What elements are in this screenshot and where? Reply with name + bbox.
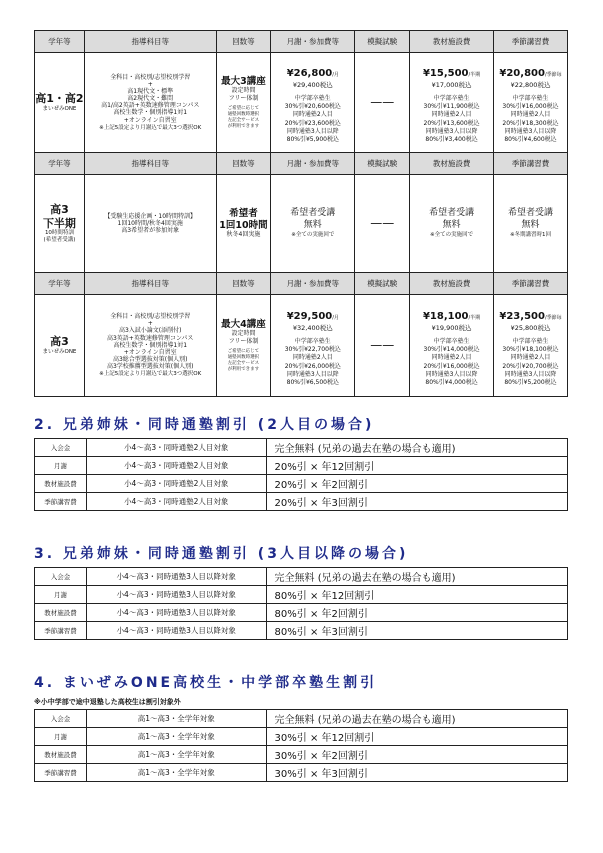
- wish-note: ※冬期講習時1回: [509, 231, 552, 238]
- subject-line: 高3入試小論文(添削付): [118, 327, 182, 335]
- table-header-row: [35, 273, 568, 295]
- header-exam: 模擬試験: [355, 273, 410, 295]
- discount-line: 同時通塾2人目: [292, 354, 333, 362]
- row-label: 月謝: [35, 728, 87, 746]
- row-value: 80%引 × 年3回割引: [266, 622, 567, 640]
- subject-line: 全科目・高校別/志望校別学習: [110, 73, 191, 81]
- row-label: 季節講習費: [35, 622, 87, 640]
- table-row: [35, 764, 568, 782]
- count-cell: [216, 53, 271, 153]
- count-main: 最大3講座: [221, 75, 266, 87]
- subjects-cell: [84, 295, 216, 397]
- header-material: 教材施設費: [410, 31, 494, 53]
- subject-note: ※上記5設定より月謝込で最大3つ選択OK: [99, 124, 202, 131]
- grade-label: 高1・高2: [35, 92, 84, 106]
- table-row: [35, 622, 568, 640]
- row-target: 高1〜高3・全学年対象: [86, 728, 266, 746]
- row-value: 完全無料 (兄弟の過去在塾の場合も適用): [266, 568, 567, 586]
- row-value: 80%引 × 年2回割引: [266, 604, 567, 622]
- count-cell: [216, 175, 271, 273]
- discount-line: 20%引¥13,600税込: [423, 119, 480, 127]
- count-main: 1回10時間: [219, 219, 268, 231]
- material-price: ¥15,500: [422, 68, 469, 80]
- subjects-cell: [84, 175, 216, 273]
- row-label: 月謝: [35, 586, 87, 604]
- header-monthly: 月謝・参加費等: [271, 273, 355, 295]
- row-value: 20%引 × 年2回割引: [266, 475, 567, 493]
- discount-line: 同時通塾2人目: [292, 111, 333, 119]
- count-sub: 設定時間: [231, 87, 256, 94]
- row-target: 小4〜高3・同時通塾2人目対象: [86, 493, 266, 511]
- header-grade: 学年等: [35, 31, 85, 53]
- discount-line: 80%引¥5,200税込: [504, 378, 557, 386]
- discount-line: 同時通塾3人目以降: [425, 370, 478, 378]
- discount-line: 20%引¥23,600税込: [284, 119, 341, 127]
- season-unit: /季節毎: [544, 315, 562, 322]
- row-value: 30%引 × 年3回割引: [266, 764, 567, 782]
- subject-line: 高1現代文・標準: [127, 87, 174, 95]
- row-label: 季節講習費: [35, 493, 87, 511]
- row-value: 完全無料 (兄弟の過去在塾の場合も適用): [266, 439, 567, 457]
- row-label: 入会金: [35, 710, 87, 728]
- discount-line: 中学部卒塾生: [512, 338, 549, 346]
- row-target: 小4〜高3・同時通塾3人目以降対象: [86, 568, 266, 586]
- subject-line: 高校生数学・個別指導1対1: [113, 109, 188, 117]
- season-unit: /季節毎: [544, 72, 562, 79]
- subject-line: 1回10時間/秋冬4回実施: [117, 219, 183, 227]
- discount-line: 同時通塾2人目: [431, 111, 472, 119]
- row-target: 小4〜高3・同時通塾3人目以降対象: [86, 586, 266, 604]
- count-cell: [216, 295, 271, 397]
- subject-line: +: [147, 80, 153, 88]
- monthly-cell: [271, 295, 355, 397]
- table-row: [35, 746, 568, 764]
- discount-line: 80%引¥6,500税込: [286, 378, 339, 386]
- grade-sub-label: まいぜみONE: [42, 348, 77, 355]
- row-target: 高1〜高3・全学年対象: [86, 764, 266, 782]
- row-label: 入会金: [35, 568, 87, 586]
- discount-table-4: [34, 709, 568, 782]
- wish-label: 希望者受講: [429, 208, 475, 219]
- header-count: 回数等: [216, 31, 271, 53]
- count-note: 左記全サービス: [227, 117, 260, 123]
- exam-cell: ——: [355, 295, 410, 397]
- subjects-cell: [84, 53, 216, 153]
- exam-cell: ——: [355, 53, 410, 153]
- material-unit: /半期: [468, 315, 481, 322]
- header-exam: 模擬試験: [355, 153, 410, 175]
- free-label: 無料: [303, 220, 322, 231]
- discount-table-3: [34, 567, 568, 640]
- material-cell: [410, 295, 494, 397]
- monthly-tax: ¥29,400税込: [292, 81, 333, 90]
- subject-line: 【受験生応援企画・10時間特訓】: [104, 212, 197, 220]
- discount-line: 同時通塾2人目: [510, 354, 551, 362]
- count-main: 希望者: [229, 208, 258, 220]
- discount-line: 同時通塾3人目以降: [425, 127, 478, 135]
- material-cell: [410, 175, 494, 273]
- count-note: が利用できます: [227, 366, 260, 372]
- monthly-unit: /月: [332, 315, 339, 322]
- discount-line: 中学部卒塾生: [433, 338, 470, 346]
- monthly-tax: ¥32,400税込: [292, 324, 333, 333]
- discount-line: 30%引¥22,700税込: [284, 346, 341, 354]
- row-value: 30%引 × 年12回割引: [266, 728, 567, 746]
- grade-cell: [35, 295, 85, 397]
- row-target: 小4〜高3・同時通塾3人目以降対象: [86, 622, 266, 640]
- free-label: 無料: [521, 220, 540, 231]
- header-exam: 模擬試験: [355, 31, 410, 53]
- row-label: 教材施設費: [35, 746, 87, 764]
- count-sub: フリー体制: [228, 94, 259, 102]
- wish-label: 希望者受講: [290, 208, 336, 219]
- header-subjects: 指導科目等: [84, 153, 216, 175]
- row-value: 完全無料 (兄弟の過去在塾の場合も適用): [266, 710, 567, 728]
- subject-line: 高2現代文・難問: [127, 95, 174, 103]
- header-season: 季節講習費: [494, 31, 568, 53]
- monthly-cell: [271, 175, 355, 273]
- season-price: ¥20,800: [499, 68, 545, 80]
- monthly-price: ¥26,800: [286, 68, 333, 80]
- header-grade: 学年等: [35, 273, 85, 295]
- table-row: [35, 728, 568, 746]
- discount-line: 同時通塾3人目以降: [504, 370, 557, 378]
- subject-note: ※上記5設定より月謝込で最大3つ選択OK: [99, 371, 202, 378]
- row-value: 20%引 × 年12回割引: [266, 457, 567, 475]
- grade-cell: [35, 53, 85, 153]
- subject-line: 高校生数学・個別指導1対1: [113, 341, 188, 349]
- subject-line: +オンライン自習室: [123, 348, 177, 356]
- table-header-row: [35, 31, 568, 53]
- discount-line: 80%引¥4,600税込: [504, 135, 557, 143]
- table-row: [35, 439, 568, 457]
- count-sub: 設定時間: [231, 330, 256, 337]
- season-tax: ¥25,800税込: [510, 324, 551, 333]
- count-note: 通塾回数時選択: [227, 111, 260, 117]
- header-season: 季節講習費: [494, 153, 568, 175]
- row-label: 月謝: [35, 457, 87, 475]
- discount-line: 30%引¥11,900税込: [423, 103, 480, 111]
- discount-line: 30%引¥20,600税込: [284, 103, 341, 111]
- header-material: 教材施設費: [410, 273, 494, 295]
- discount-line: 同時通塾2人目: [510, 111, 551, 119]
- grade-label: 高3: [50, 203, 69, 217]
- season-cell: [494, 175, 568, 273]
- table-row: [35, 53, 568, 153]
- count-note: ご希望に応じて: [227, 106, 260, 111]
- table-row: [35, 493, 568, 511]
- discount-line: 20%引¥18,300税込: [502, 119, 559, 127]
- section-3-title: 3. 兄弟姉妹・同時通塾割引 (3人目以降の場合): [34, 546, 409, 562]
- discount-line: 中学部卒塾生: [294, 95, 331, 103]
- discount-line: 同時通塾2人目: [431, 354, 472, 362]
- discount-line: 80%引¥3,400税込: [425, 135, 478, 143]
- material-tax: ¥19,900税込: [431, 324, 472, 333]
- discount-line: 同時通塾3人目以降: [286, 370, 339, 378]
- material-unit: /半期: [468, 72, 481, 79]
- discount-line: 20%引¥26,000税込: [284, 362, 341, 370]
- wish-note: ※全ての実施回で: [430, 231, 474, 238]
- discount-line: 80%引¥4,000税込: [425, 378, 478, 386]
- subject-line: 高3学校推薦型選抜対策(個人別): [106, 363, 194, 371]
- season-price: ¥23,500: [499, 311, 545, 323]
- table-row: [35, 586, 568, 604]
- discount-line: 中学部卒塾生: [433, 95, 470, 103]
- subject-line: +: [147, 320, 153, 328]
- row-label: 季節講習費: [35, 764, 87, 782]
- table-row: [35, 175, 568, 273]
- wish-note: ※全ての実施回で: [291, 231, 335, 238]
- count-sub: 秋冬4回実施: [226, 231, 261, 239]
- grade-cell: [35, 175, 85, 273]
- subject-line: 高3総合型選抜対策(個人別): [112, 356, 188, 364]
- discount-line: 30%引¥16,000税込: [502, 103, 559, 111]
- discount-line: 20%引¥20,700税込: [502, 362, 559, 370]
- subject-line: 高3英語+英数速修管理コンパス: [106, 334, 194, 342]
- table-row: [35, 710, 568, 728]
- row-target: 小4〜高3・同時通塾2人目対象: [86, 439, 266, 457]
- table-row: [35, 457, 568, 475]
- material-tax: ¥17,000税込: [431, 81, 472, 90]
- count-note: ご希望に応じて: [227, 349, 260, 354]
- row-value: 80%引 × 年12回割引: [266, 586, 567, 604]
- grade-label: 高3: [50, 335, 69, 349]
- section-4-title: 4. まいぜみONE高校生・中学部卒塾生割引: [34, 675, 378, 691]
- header-subjects: 指導科目等: [84, 31, 216, 53]
- subject-line: 高3希望者が参加対象: [121, 227, 180, 235]
- subject-line: +オンライン自習室: [123, 116, 177, 124]
- season-cell: [494, 295, 568, 397]
- table-row: [35, 568, 568, 586]
- grade-label: 下半期: [42, 216, 76, 230]
- exam-cell: ——: [355, 175, 410, 273]
- header-monthly: 月謝・参加費等: [271, 153, 355, 175]
- header-monthly: 月謝・参加費等: [271, 31, 355, 53]
- discount-line: 30%引¥14,000税込: [423, 346, 480, 354]
- free-label: 無料: [442, 220, 461, 231]
- section-4-note: ※小中学部で途中退塾した高校生は割引対象外: [34, 698, 181, 706]
- table-header-row: [35, 153, 568, 175]
- discount-line: 30%引¥18,100税込: [502, 346, 559, 354]
- header-count: 回数等: [216, 153, 271, 175]
- discount-line: 中学部卒塾生: [512, 95, 549, 103]
- row-value: 30%引 × 年2回割引: [266, 746, 567, 764]
- discount-line: 同時通塾3人目以降: [286, 127, 339, 135]
- row-label: 教材施設費: [35, 604, 87, 622]
- grade-sub-label: まいぜみONE: [42, 105, 77, 112]
- wish-label: 希望者受講: [508, 208, 554, 219]
- row-target: 小4〜高3・同時通塾3人目以降対象: [86, 604, 266, 622]
- monthly-price: ¥29,500: [286, 311, 333, 323]
- grade-sub-label: (希望者受講): [43, 236, 76, 243]
- header-subjects: 指導科目等: [84, 273, 216, 295]
- count-main: 最大4講座: [221, 318, 266, 330]
- row-label: 入会金: [35, 439, 87, 457]
- row-target: 高1〜高3・全学年対象: [86, 710, 266, 728]
- subject-line: 高1/高2英語+英数速修管理コンパス: [101, 102, 200, 110]
- header-grade: 学年等: [35, 153, 85, 175]
- count-sub: フリー体制: [228, 337, 259, 345]
- grade-sub-label: 10時間特訓: [44, 229, 74, 236]
- count-note: が利用できます: [227, 123, 260, 129]
- row-label: 教材施設費: [35, 475, 87, 493]
- count-note: 左記全サービス: [227, 360, 260, 366]
- price-table: [34, 30, 568, 397]
- count-note: 通塾回数時選択: [227, 354, 260, 360]
- discount-table-2: [34, 438, 568, 511]
- material-cell: [410, 53, 494, 153]
- table-row: [35, 295, 568, 397]
- discount-line: 中学部卒塾生: [294, 338, 331, 346]
- discount-line: 同時通塾3人目以降: [504, 127, 557, 135]
- material-price: ¥18,100: [422, 311, 469, 323]
- discount-line: 20%引¥16,000税込: [423, 362, 480, 370]
- header-material: 教材施設費: [410, 153, 494, 175]
- subject-line: 全科目・高校別/志望校別学習: [110, 312, 191, 320]
- monthly-unit: /月: [332, 72, 339, 79]
- row-value: 20%引 × 年3回割引: [266, 493, 567, 511]
- row-target: 高1〜高3・全学年対象: [86, 746, 266, 764]
- row-target: 小4〜高3・同時通塾2人目対象: [86, 457, 266, 475]
- section-2-title: 2. 兄弟姉妹・同時通塾割引 (2人目の場合): [34, 417, 375, 433]
- header-season: 季節講習費: [494, 273, 568, 295]
- table-row: [35, 475, 568, 493]
- season-tax: ¥22,800税込: [510, 81, 551, 90]
- discount-line: 80%引¥5,900税込: [286, 135, 339, 143]
- row-target: 小4〜高3・同時通塾2人目対象: [86, 475, 266, 493]
- monthly-cell: [271, 53, 355, 153]
- header-count: 回数等: [216, 273, 271, 295]
- season-cell: [494, 53, 568, 153]
- table-row: [35, 604, 568, 622]
